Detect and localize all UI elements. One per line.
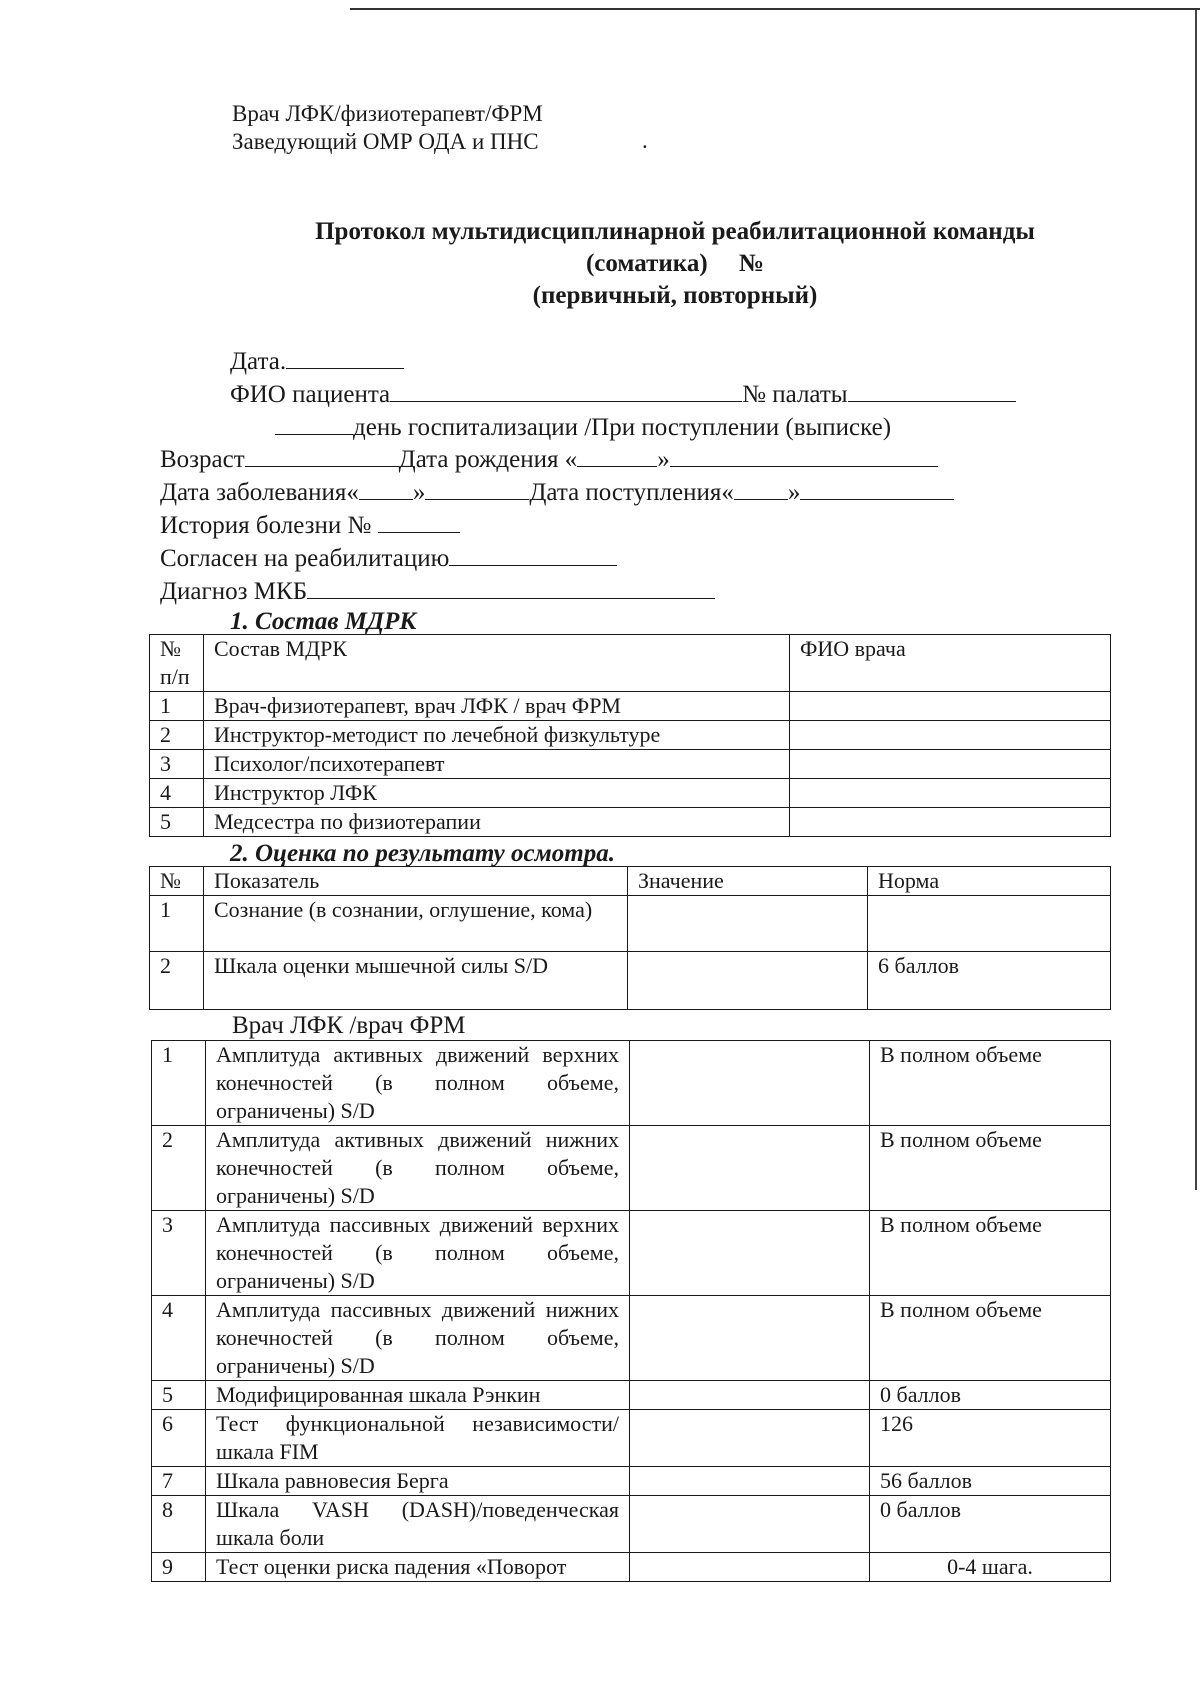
- row-num: 2: [150, 721, 204, 750]
- header-norm: Норма: [868, 867, 1111, 896]
- row-norm: 0 баллов: [870, 1381, 1111, 1410]
- row-indicator: Амплитуда пассивных движений верхних конечностей (в полном объеме, ограничены) S/D: [206, 1211, 630, 1296]
- birth-quote-close: »: [657, 446, 670, 473]
- table-row: [152, 1126, 1111, 1211]
- table-row: [152, 1467, 1111, 1496]
- date-blank[interactable]: [286, 346, 404, 369]
- diagnosis-label: Диагноз МКБ: [160, 578, 308, 605]
- row-value-cell[interactable]: [630, 1126, 870, 1211]
- row-num: 5: [150, 808, 204, 837]
- row-value-cell[interactable]: [630, 1041, 870, 1126]
- row-role: Медсестра по физиотерапии: [204, 808, 790, 837]
- header-value: Значение: [628, 867, 868, 896]
- row-num: 1: [150, 896, 204, 952]
- row-role: Инструктор ЛФК: [204, 779, 790, 808]
- row-indicator: Тест оценки риска падения «Поворот: [206, 1553, 630, 1582]
- row-value-cell[interactable]: [630, 1211, 870, 1296]
- row-indicator: Амплитуда активных движений нижних конечностей (в полном объеме, ограничены) S/D: [206, 1126, 630, 1211]
- top-edge-line: [350, 8, 1200, 10]
- row-num: 6: [152, 1410, 206, 1467]
- disease-day-blank[interactable]: [359, 477, 413, 500]
- hosp-day-blank[interactable]: [275, 412, 353, 435]
- title-line-1: Протокол мультидисциплинарной реабилитационной команды: [315, 218, 1035, 245]
- table-row: [150, 692, 1111, 721]
- admission-year-blank[interactable]: [800, 477, 954, 500]
- header-composition: Состав МДРК: [204, 635, 790, 692]
- row-value-cell[interactable]: [628, 896, 868, 952]
- section-3-title: Врач ЛФК /врач ФРМ: [232, 1012, 466, 1039]
- row-norm: 0 баллов: [870, 1496, 1111, 1553]
- row-num: 7: [152, 1467, 206, 1496]
- table-row: [150, 896, 1111, 952]
- row-norm: 56 баллов: [870, 1467, 1111, 1496]
- row-norm: 6 баллов: [868, 952, 1111, 1010]
- table-row: [152, 1381, 1111, 1410]
- row-num: 8: [152, 1496, 206, 1553]
- table-header-row: [150, 635, 1111, 692]
- row-doctor-cell[interactable]: [790, 779, 1111, 808]
- row-norm: В полном объеме: [870, 1126, 1111, 1211]
- row-doctor-cell[interactable]: [790, 721, 1111, 750]
- hospitalization-day-field[interactable]: [275, 412, 891, 443]
- row-value-cell[interactable]: [630, 1296, 870, 1381]
- consent-blank[interactable]: [449, 543, 617, 566]
- row-indicator: Модифицированная шкала Рэнкин: [206, 1381, 630, 1410]
- patient-name-blank[interactable]: [390, 379, 742, 402]
- row-role: Инструктор-методист по лечебной физкультуре: [204, 721, 790, 750]
- row-indicator: Шкала равновесия Берга: [206, 1467, 630, 1496]
- row-indicator: Сознание (в сознании, оглушение, кома): [204, 896, 628, 952]
- row-num: 4: [150, 779, 204, 808]
- diagnosis-blank[interactable]: [307, 576, 715, 599]
- row-doctor-cell[interactable]: [790, 750, 1111, 779]
- row-norm: В полном объеме: [870, 1041, 1111, 1126]
- row-num: 1: [150, 692, 204, 721]
- row-value-cell[interactable]: [630, 1381, 870, 1410]
- section-2-title: 2. Оценка по результату осмотра.: [230, 840, 615, 867]
- header-dot: .: [642, 128, 648, 153]
- title-line-3: (первичный, повторный): [532, 282, 818, 309]
- row-norm: В полном объеме: [870, 1296, 1111, 1381]
- table-row: [150, 779, 1111, 808]
- header-doctor: ФИО врача: [790, 635, 1111, 692]
- diagnosis-field[interactable]: [160, 576, 715, 607]
- header-indicator: Показатель: [204, 867, 628, 896]
- table-row: [152, 1410, 1111, 1467]
- table-row: [150, 952, 1111, 1010]
- hosp-day-label: день госпитализации /При поступлении (выписке): [353, 414, 892, 441]
- table-row: [150, 721, 1111, 750]
- consent-label: Согласен на реабилитацию: [160, 545, 450, 572]
- row-norm: В полном объеме: [870, 1211, 1111, 1296]
- disease-admission-field[interactable]: [160, 477, 954, 508]
- row-num: 2: [150, 952, 204, 1010]
- table-row: [152, 1496, 1111, 1553]
- table-row: [152, 1041, 1111, 1126]
- title-line-2: (соматика) №: [585, 250, 765, 277]
- mdrk-composition-table: [149, 634, 1111, 837]
- row-num: 3: [152, 1211, 206, 1296]
- patient-name-field[interactable]: [230, 379, 1016, 410]
- row-indicator: Амплитуда активных движений верхних конечностей (в полном объеме, ограничены) S/D: [206, 1041, 630, 1126]
- row-num: 2: [152, 1126, 206, 1211]
- admission-date-label: Дата поступления«: [529, 479, 734, 506]
- disease-date-label: Дата заболевания«: [160, 479, 359, 506]
- row-value-cell[interactable]: [628, 952, 868, 1010]
- row-num: 3: [150, 750, 204, 779]
- consent-field[interactable]: [160, 543, 617, 574]
- history-blank[interactable]: [378, 510, 460, 533]
- row-value-cell[interactable]: [630, 1496, 870, 1553]
- row-role: Психолог/психотерапевт: [204, 750, 790, 779]
- disease-year-blank[interactable]: [425, 477, 529, 500]
- row-norm: 126: [870, 1410, 1111, 1467]
- row-indicator: Шкала VASH (DASH)/поведенческая шкала боли: [206, 1496, 630, 1553]
- row-norm: [868, 896, 1111, 952]
- birth-date-label: Дата рождения «: [398, 446, 578, 473]
- section-1-title: 1. Состав МДРК: [230, 608, 417, 635]
- date-label: Дата.: [230, 348, 287, 375]
- table-header-row: [150, 867, 1111, 896]
- admission-day-blank[interactable]: [734, 477, 788, 500]
- row-num: 5: [152, 1381, 206, 1410]
- row-value-cell[interactable]: [630, 1467, 870, 1496]
- document-title: [260, 216, 1090, 312]
- date-field[interactable]: [230, 346, 404, 377]
- disease-quote-close: »: [412, 479, 426, 506]
- ward-blank[interactable]: [848, 379, 1016, 402]
- row-num: 9: [152, 1553, 206, 1582]
- lfk-assessment-table: [151, 1040, 1111, 1582]
- ward-label: № палаты: [742, 381, 848, 408]
- right-edge-line: [1195, 10, 1197, 1190]
- table-row: [150, 808, 1111, 837]
- birth-year-blank[interactable]: [670, 444, 938, 467]
- history-field[interactable]: [160, 510, 460, 541]
- row-value-cell[interactable]: [630, 1410, 870, 1467]
- header-num: № п/п: [150, 635, 204, 692]
- row-value-cell[interactable]: [630, 1553, 870, 1582]
- row-doctor-cell[interactable]: [790, 808, 1111, 837]
- row-norm: 0-4 шага.: [870, 1553, 1111, 1582]
- row-indicator: Амплитуда пассивных движений нижних конечностей (в полном объеме, ограничены) S/D: [206, 1296, 630, 1381]
- row-role: Врач-физиотерапевт, врач ЛФК / врач ФРМ: [204, 692, 790, 721]
- patient-name-label: ФИО пациента: [230, 381, 391, 408]
- header-position-2: Заведующий ОМР ОДА и ПНС: [232, 129, 539, 154]
- table-row: [150, 750, 1111, 779]
- exam-assessment-table: [149, 866, 1111, 1010]
- age-birth-field[interactable]: [160, 444, 938, 475]
- row-num: 1: [152, 1041, 206, 1126]
- row-indicator: Шкала оценки мышечной силы S/D: [204, 952, 628, 1010]
- header-position-1: Врач ЛФК/физиотерапевт/ФРМ: [232, 101, 543, 126]
- history-label: История болезни №: [160, 512, 372, 539]
- table-row: [152, 1296, 1111, 1381]
- table-row: [152, 1211, 1111, 1296]
- birth-day-blank[interactable]: [577, 444, 657, 467]
- admission-quote-close: »: [787, 479, 801, 506]
- row-num: 4: [152, 1296, 206, 1381]
- age-label: Возраст: [160, 446, 245, 473]
- header-num: №: [150, 867, 204, 896]
- row-indicator: Тест функциональной независимости/шкала FIM: [206, 1410, 630, 1467]
- age-blank[interactable]: [245, 444, 399, 467]
- table-row: [152, 1553, 1111, 1582]
- row-doctor-cell[interactable]: [790, 692, 1111, 721]
